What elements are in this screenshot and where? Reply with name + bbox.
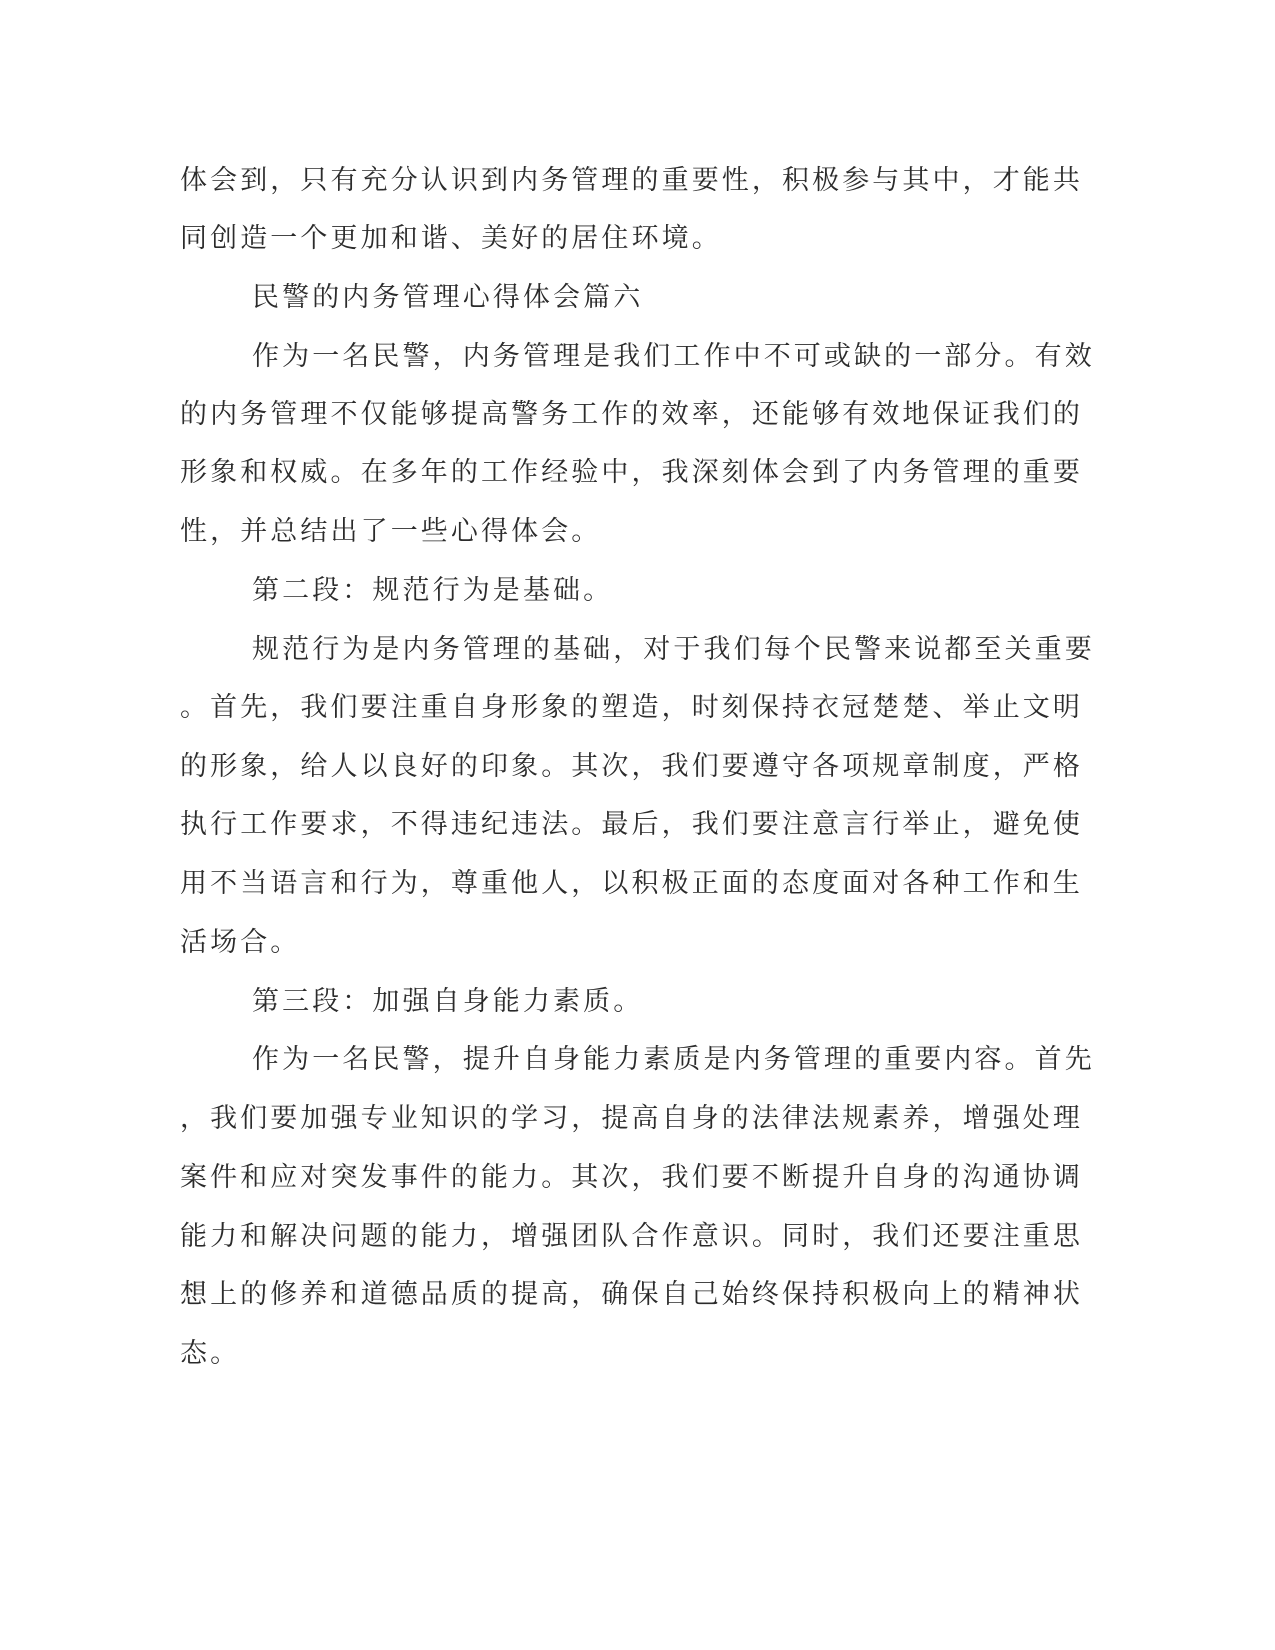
- text-line: 作为一名民警，内务管理是我们工作中不可或缺的一部分。有效: [252, 341, 1095, 372]
- body-text: [180, 0, 1095, 1650]
- text-line: 。首先，我们要注重自身形象的塑造，时刻保持衣冠楚楚、举止文明: [180, 692, 1083, 723]
- text-line: 的形象，给人以良好的印象。其次，我们要遵守各项规章制度，严格: [180, 751, 1083, 782]
- text-line: 的内务管理不仅能够提高警务工作的效率，还能够有效地保证我们的: [180, 399, 1083, 430]
- text-line: 体会到，只有充分认识到内务管理的重要性，积极参与其中，才能共: [180, 165, 1083, 196]
- text-line: 用不当语言和行为，尊重他人，以积极正面的态度面对各种工作和生: [180, 868, 1083, 899]
- text-line: 态。: [180, 1338, 241, 1369]
- text-line: 同创造一个更加和谐、美好的居住环境。: [180, 223, 722, 254]
- section-title: 民警的内务管理心得体会篇六: [252, 282, 644, 313]
- text-line: 活场合。: [180, 927, 301, 958]
- text-line: 形象和权威。在多年的工作经验中，我深刻体会到了内务管理的重要: [180, 457, 1083, 488]
- text-line: 案件和应对突发事件的能力。其次，我们要不断提升自身的沟通协调: [180, 1162, 1083, 1193]
- section-heading: 第二段：规范行为是基础。: [252, 575, 614, 606]
- text-line: ，我们要加强专业知识的学习，提高自身的法律法规素养，增强处理: [180, 1103, 1083, 1134]
- text-line: 性，并总结出了一些心得体会。: [180, 516, 602, 547]
- section-heading: 第三段：加强自身能力素质。: [252, 986, 644, 1017]
- text-line: 想上的修养和道德品质的提高，确保自己始终保持积极向上的精神状: [180, 1279, 1083, 1310]
- text-line: 作为一名民警，提升自身能力素质是内务管理的重要内容。首先: [252, 1044, 1095, 1075]
- text-line: 规范行为是内务管理的基础，对于我们每个民警来说都至关重要: [252, 634, 1095, 665]
- text-line: 执行工作要求，不得违纪违法。最后，我们要注意言行举止，避免使: [180, 809, 1083, 840]
- text-line: 能力和解决问题的能力，增强团队合作意识。同时，我们还要注重思: [180, 1221, 1083, 1252]
